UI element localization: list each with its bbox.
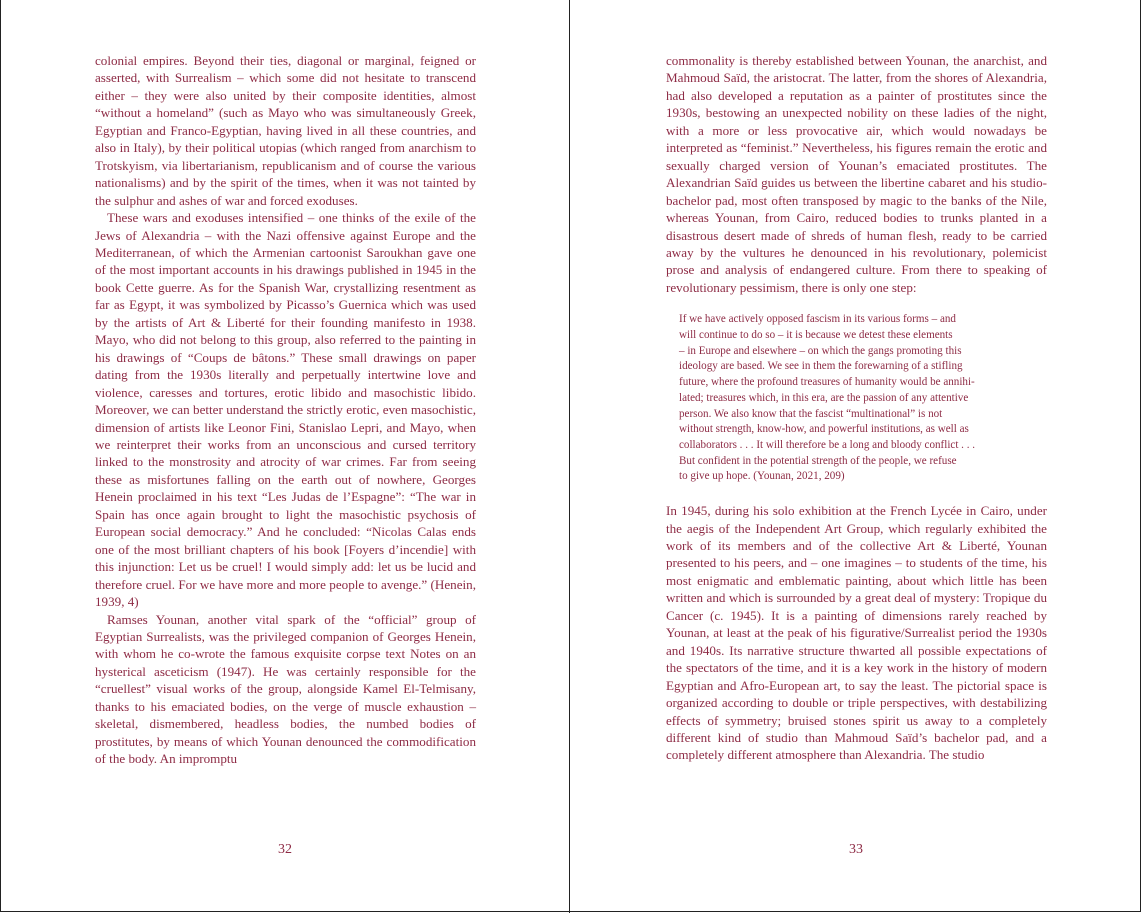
quote-line: But confident in the potential strength of the people, we refuse [679, 454, 957, 467]
left-paragraph-2: These wars and exoduses intensified – one thinks of the exile of the Jews of Alexandria – with the Nazi offensive against Europe and the Mediterranean, of which the Armenian cartoonist Saroukhan gave one of the most important accounts in his drawings published in 1945 in the book Cette guerre. As for the Spanish War, crystallizing resentment as far as Egypt, it was symbolized by Picasso’s Guernica which was used by the artists of Art & Liberté for their founding manifesto in 1938. Mayo, who did not belong to this group, also referred to the painting in his drawings of “Coups de bâtons.” These small drawings on paper dating from the 1930s literally and perpetually intertwine love and violence, caresses and tortures, erotic libido and masochistic libido. Moreover, we can better understand the strictly erotic, even masochistic, dimension of artists like Leonor Fini, Stanislao Lepri, and Mayo, when we reinterpret their works from an unconscious and cursed territory linked to the monstrosity and atrocity of war crimes. Far from seeing these as misfortunes falling on the earth out of nowhere, Georges Henein proclaimed in his text “Les Judas de l’Espagne”: “The war in Spain has once again brought to light the masochistic psychosis of European social democracy.” And he concluded: “Nicolas Calas ends one of the most brilliant chapters of his book [Foyers d’incendie] with this injunction: Let us be cruel! I would simply add: let us be lucid and therefore cruel. For we have more and more people to avenge.” (Henein, 1939, 4) [95, 210, 476, 610]
left-paragraph-1: colonial empires. Beyond their ties, diagonal or marginal, feigned or asserted, with Surrealism – which some did not hesitate to transcend either – they were also united by their composite identities, almost “without a homeland” (such as Mayo who was simultaneously Greek, Egyptian and Franco-Egyptian, having lived in all these countries, and also in Italy), by their political utopias (which ranged from anarchism to Trotskyism, via libertarianism, republicanism and of course the various nationalisms) and by the spirit of the times, when it was not tainted by the sulphur and ashes of war and forced exoduses. [95, 53, 476, 208]
right-paragraph-2: In 1945, during his solo exhibition at the French Lycée in Cairo, under the aegis of the Independent Art Group, which regularly exhibited the work of its members and of the collective Art & Liberté, Younan presented to his peers, and – one imagines – to students of the time, his most enigmatic and emblematic painting, about which little has been written and which is surrounded by a great deal of mystery: Tropique du Cancer (c. 1945). It is a painting of dimensions rarely reached by Younan, at least at the peak of his figurative/Surrealist period the 1930s and 1940s. Its narrative structure thwarted all possible expectations of the spectators of the time, and it is a key work in the history of modern Egyptian and Afro-European art, to say the least. The pictorial space is organized according to double or triple perspectives, with destabilizing effects of symmetry; bruised stones spirit us away to a completely different kind of studio than Mahmoud Saïd’s bachelor pad, and a completely different atmosphere than Alexandria. The studio [666, 503, 1047, 763]
left-paragraph-3: Ramses Younan, another vital spark of the “official” group of Egyptian Surrealists, was the privileged companion of Georges Henein, with whom he co-wrote the famous exquisite corpse text Notes on an hysterical asceticism (1947). He was certainly responsible for the “cruellest” visual works of the group, alongside Kamel El-Telmisany, thanks to his emaciated bodies, on the verge of muscle exhaustion – skeletal, dismembered, headless bodies, the numbed bodies of prostitutes, by means of which Younan denounced the commodification of the body. An impromptu [95, 611, 476, 767]
quote-line: will continue to do so – it is because we detest these elements [679, 329, 953, 342]
quote-line: person. We also know that the fascist “multinational” is not [679, 407, 943, 420]
right-paragraph-1: commonality is thereby established between Younan, the anarchist, and Mahmoud Saïd, the aristocrat. The latter, from the shores of Alexandria, had also developed a reputation as a painter of prostitutes since the 1930s, bestowing an unexpected nobility on these ladies of the night, with a more or less provocative air, which would nowadays be interpreted as “feminist.” Nevertheless, his figures remain the erotic and sexually charged version of Younan’s emaciated prostitutes. The Alexandrian Saïd guides us between the libertine cabaret and his studio-bachelor pad, most often transposed by magic to the banks of the Nile, whereas Younan, from Cairo, reduced bodies to trunks planted in a disastrous desert made of shreds of human flesh, ready to be carried away by the vultures he denounced in his revolutionary, polemicist prose and analysis of endangered culture. From there to speaking of revolutionary pessimism, there is only one step: [666, 53, 1047, 295]
gutter-divider [569, 0, 570, 913]
quote-line: – in Europe and elsewhere – on which the gangs promoting this [679, 344, 962, 357]
quote-line: without strength, know-how, and powerful institutions, as well as [679, 423, 969, 436]
left-page-number: 32 [278, 842, 292, 857]
quote-line: If we have actively opposed fascism in its various forms – and [679, 313, 956, 326]
quote-line: lated; treasures which, in this era, are the passion of any attentive [679, 391, 969, 404]
quote-line: future, where the profound treasures of humanity would be annihi- [679, 376, 975, 389]
quote-line: to give up hope. (Younan, 2021, 209) [679, 470, 845, 483]
right-page [666, 52, 1047, 764]
quote-line: collaborators . . . It will therefore be a long and bloody conflict . . . [679, 438, 976, 451]
quote-line: ideology are based. We see in them the forewarning of a stifling [679, 360, 963, 373]
right-page-number: 33 [849, 842, 863, 857]
left-page [95, 52, 476, 768]
block-quote [679, 312, 1035, 485]
